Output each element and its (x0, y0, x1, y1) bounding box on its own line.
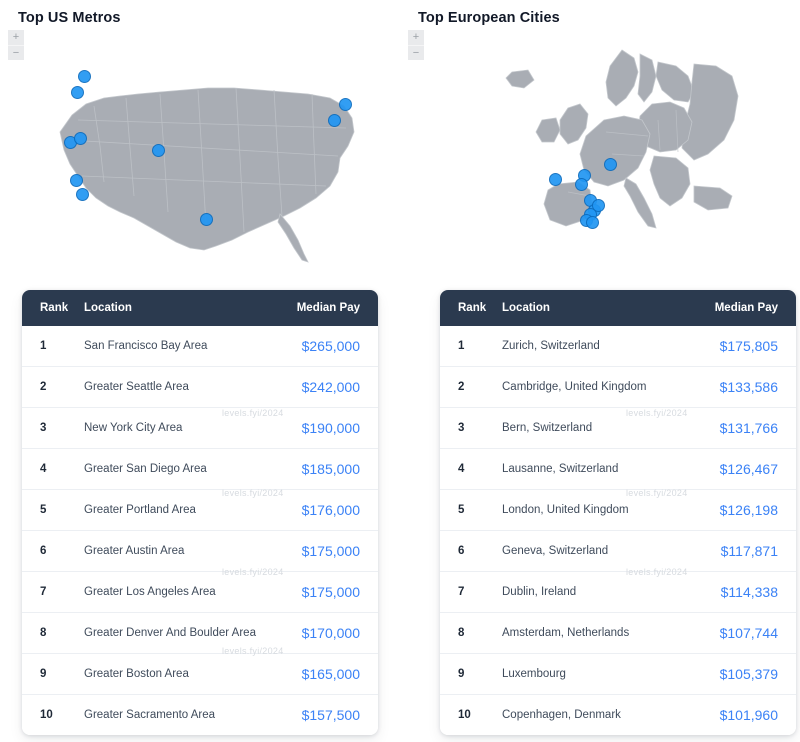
cell-rank: 5 (440, 490, 502, 531)
map-marker-new-york[interactable] (328, 114, 341, 127)
watermark: levels.fyi/2024 (626, 488, 688, 498)
cell-median-pay: $175,805 (686, 326, 796, 367)
zoom-in-button-us[interactable]: + (8, 30, 24, 45)
cell-median-pay: $157,500 (268, 695, 378, 736)
table-row[interactable] (22, 408, 378, 449)
table-row[interactable] (22, 490, 378, 531)
cell-median-pay: $242,000 (268, 367, 378, 408)
cell-location: New York City Area (84, 408, 268, 449)
map-marker-san-diego[interactable] (76, 188, 89, 201)
cell-rank: 2 (22, 367, 84, 408)
column-header-location: Location (502, 290, 686, 326)
cell-location: Greater Austin Area (84, 531, 268, 572)
cell-median-pay: $170,000 (268, 613, 378, 654)
watermark: levels.fyi/2024 (222, 567, 284, 577)
cell-location: Dublin, Ireland (502, 572, 686, 613)
table-row[interactable] (440, 613, 796, 654)
map-marker-austin[interactable] (200, 213, 213, 226)
table-header-row (440, 290, 796, 326)
table-row[interactable] (22, 531, 378, 572)
panel-european-cities (400, 0, 800, 742)
page-title-us: Top US Metros (18, 10, 121, 26)
column-header-median-pay: Median Pay (686, 290, 796, 326)
table-row[interactable] (22, 654, 378, 695)
cell-rank: 8 (440, 613, 502, 654)
cell-rank: 4 (440, 449, 502, 490)
cell-location: Luxembourg (502, 654, 686, 695)
table-row[interactable] (440, 449, 796, 490)
cell-median-pay: $131,766 (686, 408, 796, 449)
table-row[interactable] (22, 449, 378, 490)
cell-median-pay: $176,000 (268, 490, 378, 531)
table-header-row (22, 290, 378, 326)
cell-rank: 9 (440, 654, 502, 695)
table-row[interactable] (440, 408, 796, 449)
cell-rank: 8 (22, 613, 84, 654)
map-marker-sacramento[interactable] (74, 132, 87, 145)
map-marker-boston[interactable] (339, 98, 352, 111)
cell-location: Greater Sacramento Area (84, 695, 268, 736)
map-marker-geneva[interactable] (586, 216, 599, 229)
cell-location: Zurich, Switzerland (502, 326, 686, 367)
column-header-rank: Rank (440, 290, 502, 326)
table-row[interactable] (22, 572, 378, 613)
cell-rank: 4 (22, 449, 84, 490)
map-marker-seattle[interactable] (78, 70, 91, 83)
table-row[interactable] (440, 531, 796, 572)
europe-map[interactable] (408, 36, 792, 271)
map-marker-los-angeles[interactable] (70, 174, 83, 187)
us-map-shape (8, 36, 392, 271)
cell-median-pay: $101,960 (686, 695, 796, 736)
watermark: levels.fyi/2024 (222, 408, 284, 418)
cell-rank: 3 (440, 408, 502, 449)
cell-median-pay: $175,000 (268, 531, 378, 572)
cell-rank: 6 (440, 531, 502, 572)
map-marker-london[interactable] (575, 178, 588, 191)
zoom-out-button-europe[interactable]: − (408, 45, 424, 60)
cell-median-pay: $165,000 (268, 654, 378, 695)
column-header-median-pay: Median Pay (268, 290, 378, 326)
cell-rank: 7 (22, 572, 84, 613)
cell-location: Copenhagen, Denmark (502, 695, 686, 736)
cell-location: Bern, Switzerland (502, 408, 686, 449)
cell-location: Greater Seattle Area (84, 367, 268, 408)
table-row[interactable] (440, 490, 796, 531)
cell-rank: 9 (22, 654, 84, 695)
watermark: levels.fyi/2024 (626, 408, 688, 418)
watermark: levels.fyi/2024 (222, 646, 284, 656)
cell-rank: 3 (22, 408, 84, 449)
zoom-in-button-europe[interactable]: + (408, 30, 424, 45)
cell-median-pay: $105,379 (686, 654, 796, 695)
table-row[interactable] (22, 326, 378, 367)
cell-location: Amsterdam, Netherlands (502, 613, 686, 654)
us-map-zoom-controls[interactable] (8, 30, 24, 60)
cell-median-pay: $185,000 (268, 449, 378, 490)
cell-median-pay: $265,000 (268, 326, 378, 367)
column-header-location: Location (84, 290, 268, 326)
table-row[interactable] (22, 695, 378, 736)
map-marker-portland[interactable] (71, 86, 84, 99)
cell-rank: 1 (22, 326, 84, 367)
zoom-out-button-us[interactable]: − (8, 45, 24, 60)
cell-location: Lausanne, Switzerland (502, 449, 686, 490)
cell-rank: 1 (440, 326, 502, 367)
cell-location: Greater Boston Area (84, 654, 268, 695)
cell-rank: 10 (440, 695, 502, 736)
watermark: levels.fyi/2024 (626, 567, 688, 577)
cell-median-pay: $190,000 (268, 408, 378, 449)
cell-median-pay: $175,000 (268, 572, 378, 613)
us-map[interactable] (8, 36, 392, 271)
europe-cities-table (440, 290, 796, 735)
europe-cities-table-card (440, 290, 796, 735)
cell-location: Greater San Diego Area (84, 449, 268, 490)
cell-rank: 6 (22, 531, 84, 572)
column-header-rank: Rank (22, 290, 84, 326)
table-row[interactable] (440, 326, 796, 367)
cell-rank: 7 (440, 572, 502, 613)
cell-median-pay: $117,871 (686, 531, 796, 572)
cell-median-pay: $126,198 (686, 490, 796, 531)
cell-location: Greater Los Angeles Area (84, 572, 268, 613)
watermark: levels.fyi/2024 (222, 488, 284, 498)
us-metros-table (22, 290, 378, 735)
cell-location: Geneva, Switzerland (502, 531, 686, 572)
europe-map-shape (408, 36, 792, 271)
cell-rank: 2 (440, 367, 502, 408)
cell-location: Greater Portland Area (84, 490, 268, 531)
map-marker-denver-boulder[interactable] (152, 144, 165, 157)
cell-location: Greater Denver And Boulder Area (84, 613, 268, 654)
cell-rank: 10 (22, 695, 84, 736)
cell-median-pay: $133,586 (686, 367, 796, 408)
cell-median-pay: $107,744 (686, 613, 796, 654)
map-marker-dublin[interactable] (549, 173, 562, 186)
cell-location: San Francisco Bay Area (84, 326, 268, 367)
table-row[interactable] (440, 572, 796, 613)
cell-median-pay: $126,467 (686, 449, 796, 490)
table-row[interactable] (22, 613, 378, 654)
table-row[interactable] (440, 695, 796, 736)
cell-location: London, United Kingdom (502, 490, 686, 531)
cell-rank: 5 (22, 490, 84, 531)
table-row[interactable] (440, 654, 796, 695)
cell-median-pay: $114,338 (686, 572, 796, 613)
europe-map-zoom-controls[interactable] (408, 30, 424, 60)
table-row[interactable] (22, 367, 378, 408)
page-title-europe: Top European Cities (418, 10, 560, 26)
table-row[interactable] (440, 367, 796, 408)
us-metros-table-card (22, 290, 378, 735)
map-marker-copenhagen[interactable] (604, 158, 617, 171)
cell-location: Cambridge, United Kingdom (502, 367, 686, 408)
